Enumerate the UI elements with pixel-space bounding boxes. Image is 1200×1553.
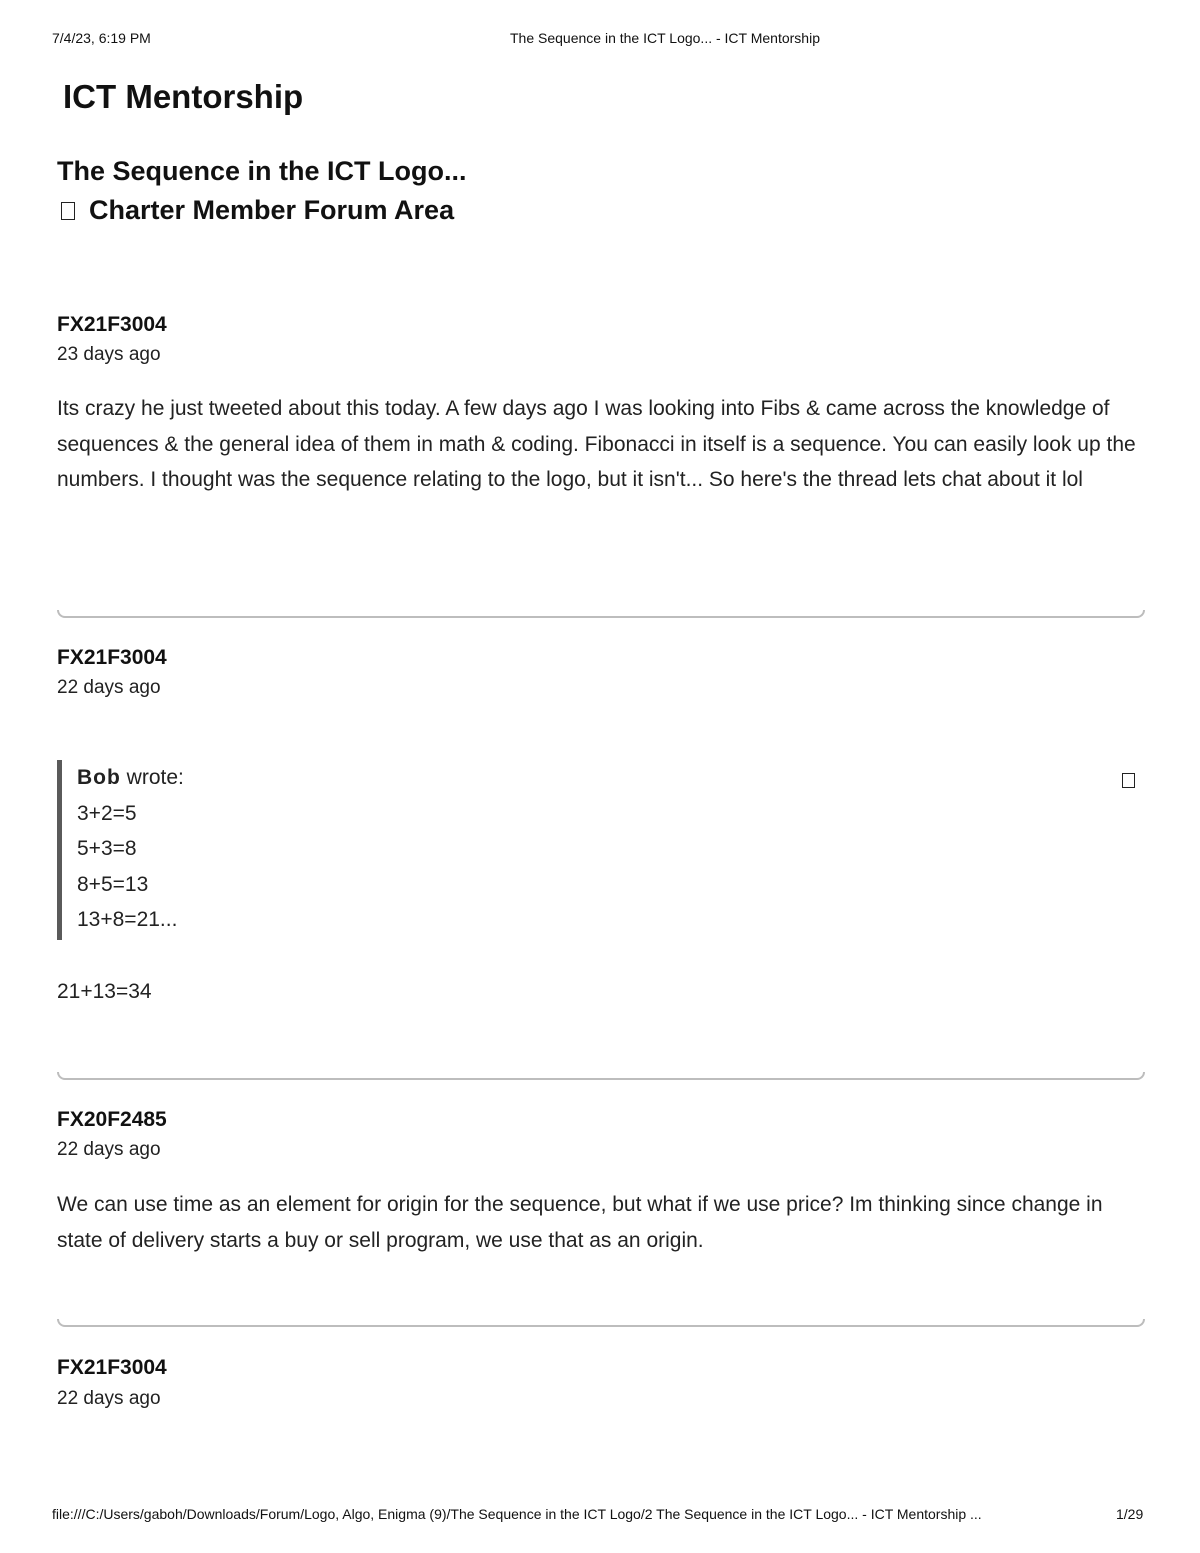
- forum-name[interactable]: Charter Member Forum Area: [89, 195, 455, 225]
- post-body: We can use time as an element for origin for the sequence, but what if we use price? Im thinking since change in state of delivery starts a buy or sell program, we use that as an origin.: [57, 1193, 1103, 1252]
- post-timestamp: 22 days ago: [57, 1139, 161, 1160]
- print-page-title: The Sequence in the ICT Logo... - ICT Mentorship: [510, 30, 820, 46]
- post-body: 21+13=34: [57, 980, 152, 1003]
- post-timestamp: 22 days ago: [57, 677, 161, 698]
- site-title: ICT Mentorship: [63, 78, 304, 115]
- forum-icon: [61, 202, 75, 220]
- print-header: [0, 30, 1200, 50]
- quote-line: 13+8=21...: [77, 908, 178, 931]
- print-url: file:///C:/Users/gaboh/Downloads/Forum/Logo, Algo, Enigma (9)/The Sequence in the ICT Logo/2 The Sequence in the ICT Logo... - ICT Mentorship ...: [52, 1506, 982, 1522]
- post-author[interactable]: FX21F3004: [57, 646, 167, 669]
- quote-block: [57, 760, 1145, 940]
- forum-link[interactable]: [57, 191, 467, 230]
- post-body: Its crazy he just tweeted about this today. A few days ago I was looking into Fibs & came across the knowledge of sequences & the general idea of them in math & coding. Fibonacci in itself is a sequence. You can easily look up the numbers. I thought was the sequence relating to the logo, but it isn't... So here's the thread lets chat about it lol: [57, 397, 1136, 491]
- quote-author[interactable]: Bob: [77, 766, 121, 789]
- quote-line: 5+3=8: [77, 837, 137, 860]
- quote-wrote-label: wrote:: [126, 766, 184, 789]
- page-number: 1/29: [1116, 1506, 1144, 1522]
- post-author[interactable]: FX20F2485: [57, 1108, 167, 1131]
- print-date: 7/4/23, 6:19 PM: [52, 30, 151, 46]
- thread-title: The Sequence in the ICT Logo...: [57, 156, 467, 186]
- post-divider: [57, 610, 1145, 618]
- quote-line: 3+2=5: [77, 801, 137, 825]
- quote-line: 8+5=13: [77, 872, 149, 896]
- post-timestamp: 23 days ago: [57, 344, 161, 365]
- post-divider: [57, 1072, 1145, 1080]
- post-divider: [57, 1319, 1145, 1327]
- quote-header: [77, 760, 1145, 796]
- post-timestamp: 22 days ago: [57, 1388, 161, 1409]
- post-author[interactable]: FX21F3004: [57, 313, 167, 336]
- post-author[interactable]: FX21F3004: [57, 1356, 167, 1379]
- expand-quote-icon[interactable]: [1122, 773, 1135, 788]
- thread-header: [57, 152, 467, 230]
